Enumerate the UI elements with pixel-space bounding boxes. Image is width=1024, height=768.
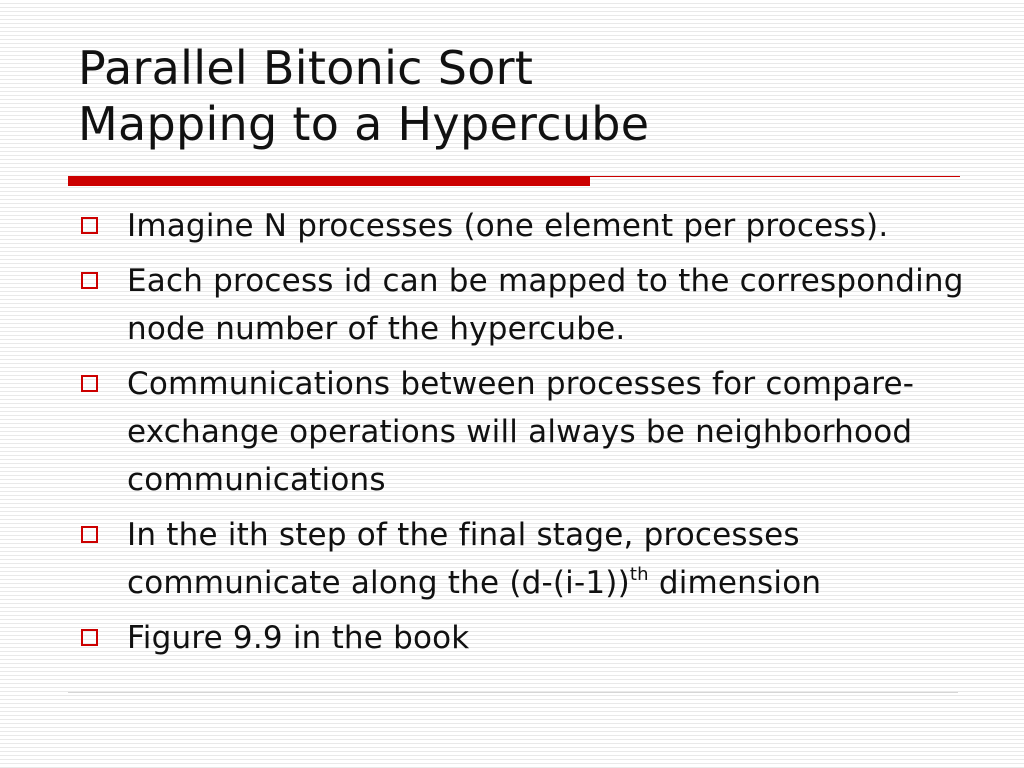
- bullet-text-4-tail: dimension: [648, 565, 822, 601]
- hollow-square-icon: [81, 217, 98, 234]
- bullet-item-4: [78, 511, 978, 607]
- bullet-text-4-main: In the ith step of the final stage, processes communicate along the (d-(i-1)): [127, 517, 800, 601]
- bullet-list: [78, 202, 978, 669]
- bullet-text-2: Each process id can be mapped to the corresponding node number of the hypercube.: [127, 263, 964, 347]
- bullet-text-5: Figure 9.9 in the book: [127, 620, 470, 656]
- title-underline-thin: [590, 176, 960, 177]
- bullet-item-1: [78, 202, 978, 250]
- title-line-1: Parallel Bitonic Sort: [78, 41, 534, 95]
- hollow-square-icon: [81, 629, 98, 646]
- bullet-text-4: [127, 517, 821, 601]
- hollow-square-icon: [81, 526, 98, 543]
- slide-title: [78, 40, 649, 152]
- bullet-text-1: Imagine N processes (one element per process).: [127, 208, 889, 244]
- title-underline-thick: [68, 176, 590, 186]
- bullet-text-4-superscript: th: [629, 563, 649, 585]
- hollow-square-icon: [81, 272, 98, 289]
- bullet-text-3: Communications between processes for compare-exchange operations will always be neighborhood communications: [127, 366, 915, 498]
- bullet-item-5: [78, 614, 978, 662]
- bullet-item-3: [78, 360, 978, 504]
- title-line-2: Mapping to a Hypercube: [78, 97, 650, 151]
- footer-divider: [68, 692, 958, 693]
- bullet-item-2: [78, 257, 978, 353]
- hollow-square-icon: [81, 375, 98, 392]
